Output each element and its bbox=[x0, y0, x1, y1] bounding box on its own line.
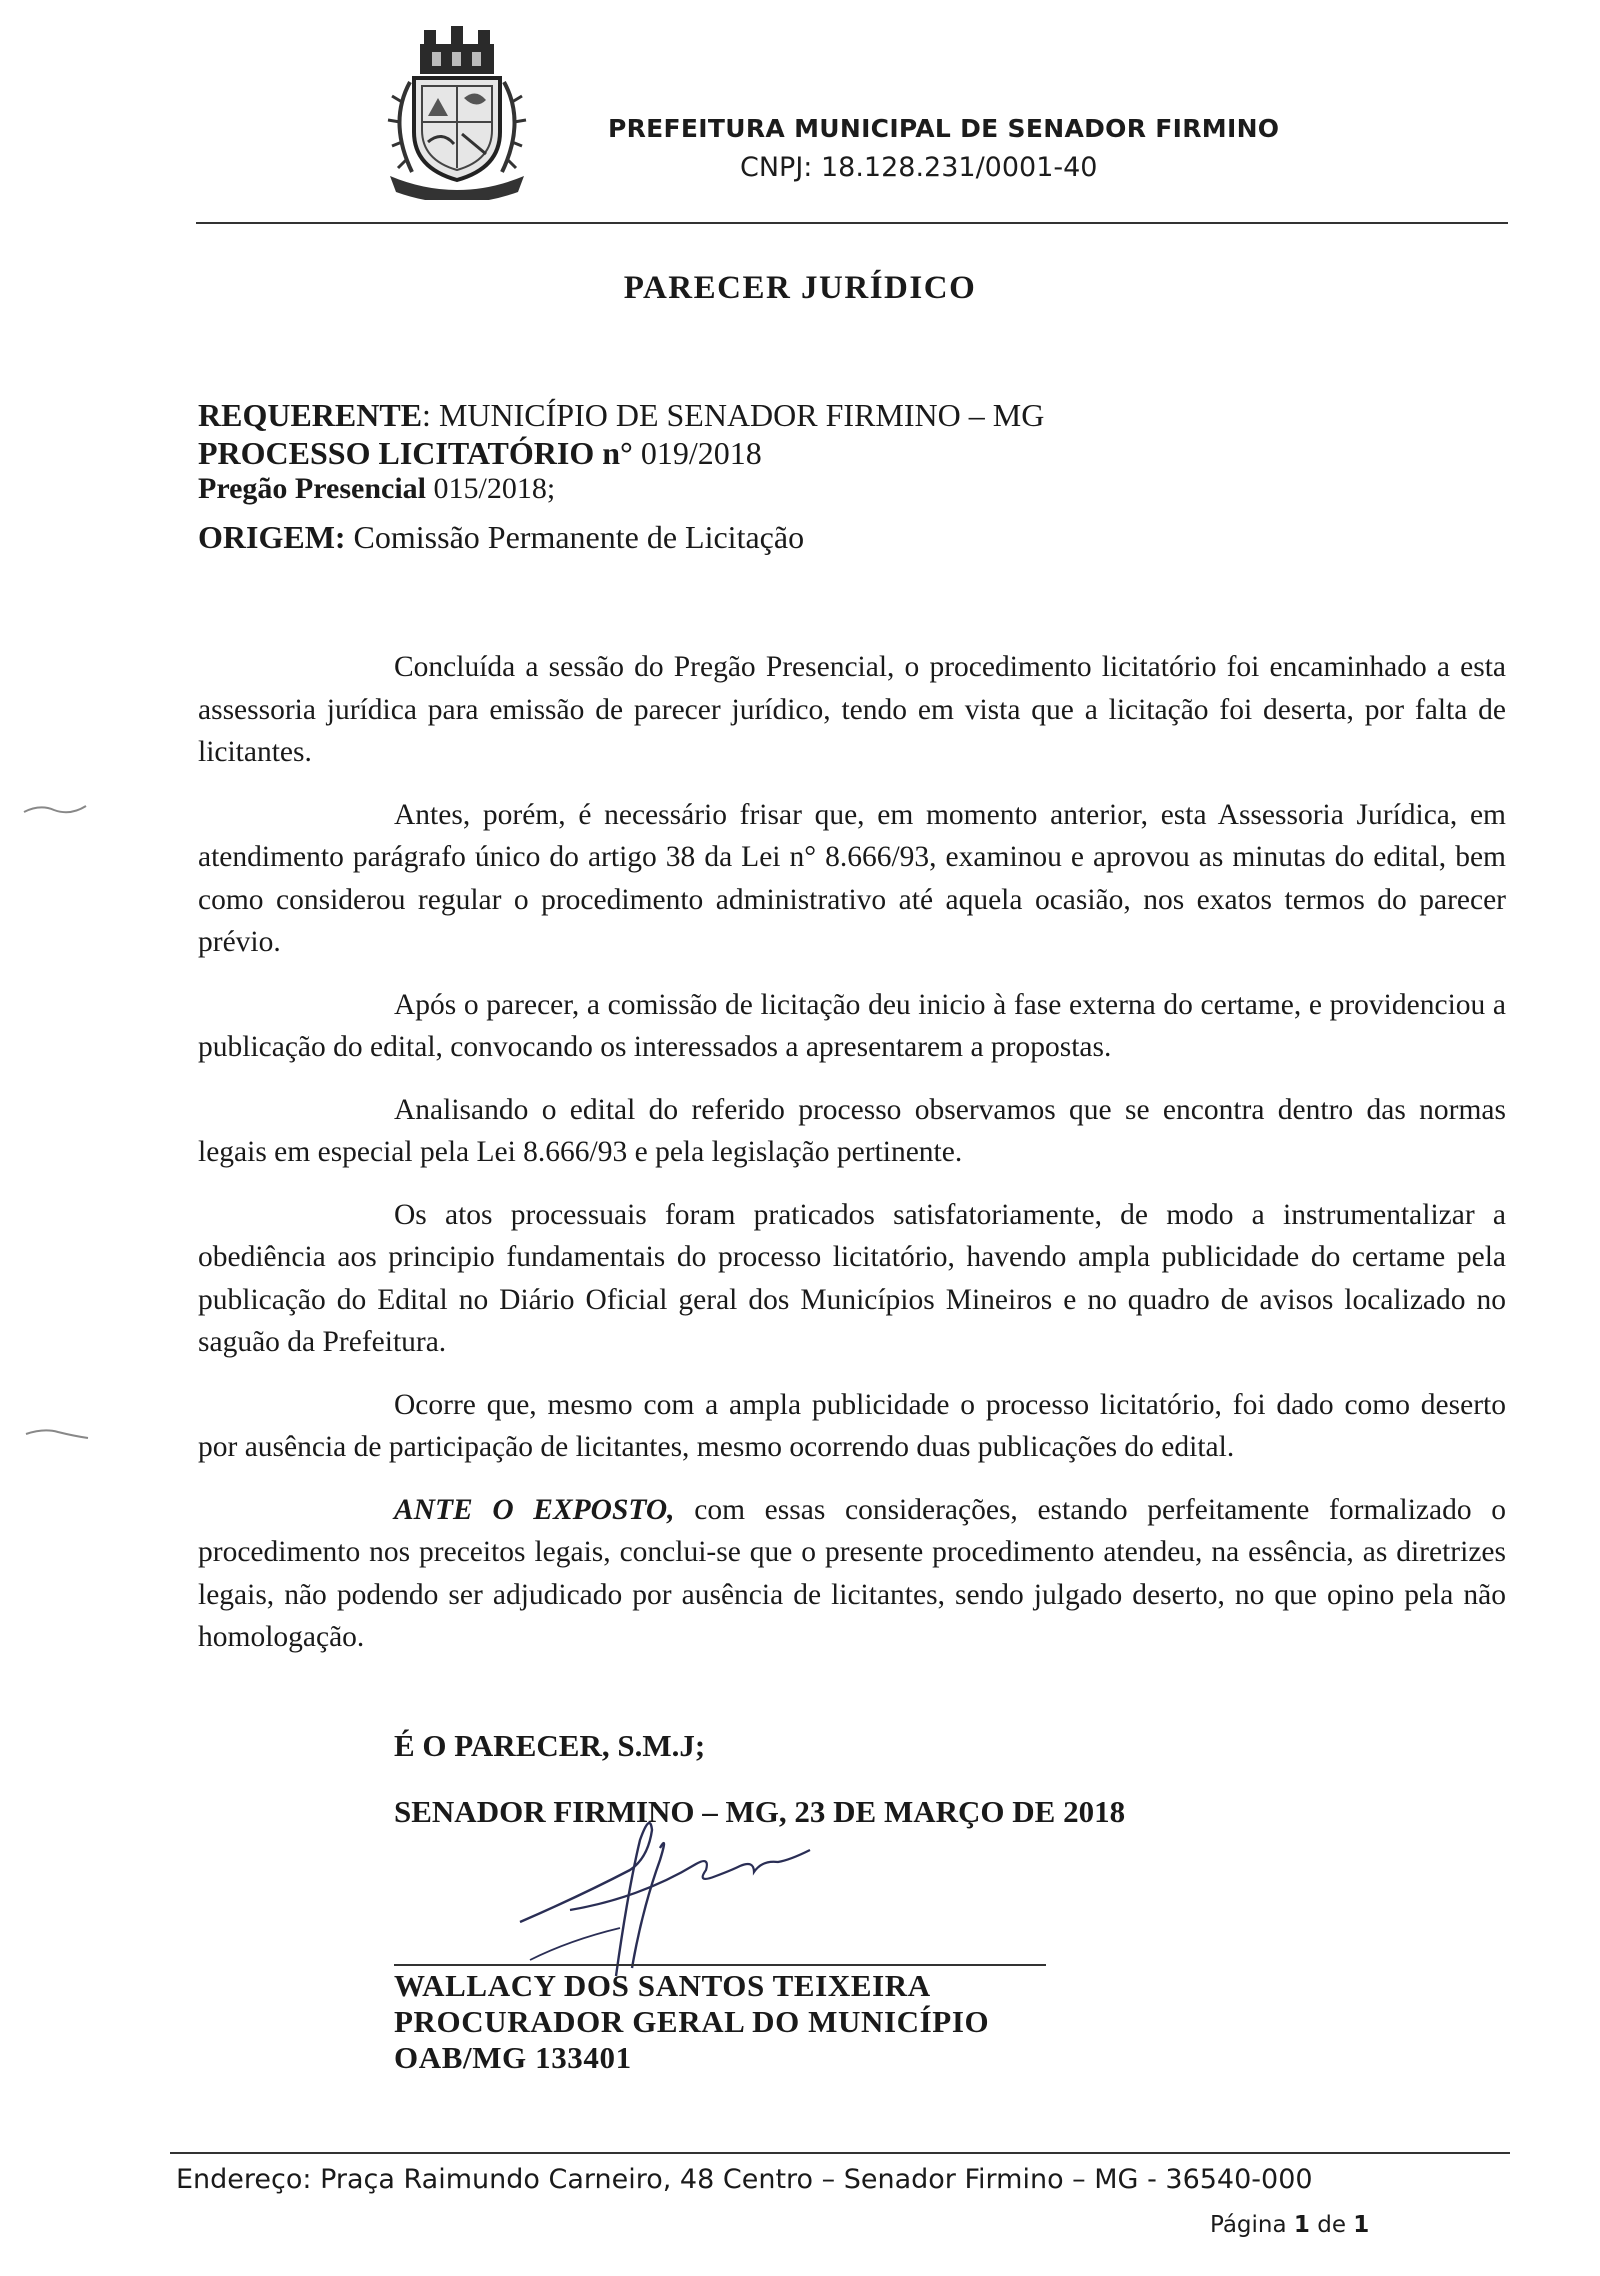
signer-name: WALLACY DOS SANTOS TEIXEIRA bbox=[394, 1968, 931, 2003]
meta-requerente bbox=[198, 396, 1044, 434]
footer-address: Endereço: Praça Raimundo Carneiro, 48 Centro – Senador Firmino – MG - 36540-000 bbox=[176, 2164, 1313, 2195]
paragraph-5: Os atos processuais foram praticados satisfatoriamente, de modo a instrumentalizar a obediência aos principio fundamentais do processo licitatório, havendo ampla publicidade do certame pela publicação do Edital no Diário Oficial geral dos Municípios Mineiros e no quadro de avisos localizado no saguão da Prefeitura. bbox=[198, 1198, 1506, 1358]
page-total: 1 bbox=[1353, 2212, 1370, 2238]
municipal-coat-of-arms-icon bbox=[372, 22, 542, 200]
closing-parecer: É O PARECER, S.M.J; bbox=[394, 1728, 706, 1763]
document-title: PARECER JURÍDICO bbox=[623, 270, 977, 306]
ante-o-exposto: ANTE O EXPOSTO, bbox=[394, 1493, 675, 1526]
margin-punch-mark-icon bbox=[20, 800, 90, 820]
meta-origem bbox=[198, 518, 804, 556]
processo-label: PROCESSO LICITATÓRIO n° bbox=[198, 435, 633, 471]
document-body bbox=[198, 646, 1506, 1679]
paragraph-1: Concluída a sessão do Pregão Presencial, o procedimento licitatório foi encaminhado a esta assessoria jurídica para emissão de parecer jurídico, tendo em vista que a licitação foi deserta, por falta de licitantes. bbox=[198, 651, 1506, 768]
page-number bbox=[1210, 2212, 1510, 2238]
signature-line bbox=[394, 1964, 1046, 1966]
processo-value: 019/2018 bbox=[632, 435, 762, 471]
page-label: Página bbox=[1210, 2212, 1294, 2238]
pregao-label: Pregão Presencial bbox=[198, 472, 426, 505]
origem-value: Comissão Permanente de Licitação bbox=[345, 519, 805, 555]
footer-divider bbox=[170, 2152, 1510, 2154]
paragraph-2: Antes, porém, é necessário frisar que, em momento anterior, esta Assessoria Jurídica, em atendimento parágrafo único do artigo 38 da Lei n° 8.666/93, examinou e aprovou as minutas do edital, bem como considerou regular o procedimento administrativo até aquela ocasião, nos exatos termos do parecer prévio. bbox=[198, 798, 1506, 958]
paragraph-7 bbox=[198, 1489, 1506, 1659]
paragraph-6: Ocorre que, mesmo com a ampla publicidade o processo licitatório, foi dado como deserto por ausência de participação de licitantes, mesmo ocorrendo duas publicações do edital. bbox=[198, 1388, 1506, 1463]
paragraph-4: Analisando o edital do referido processo observamos que se encontra dentro das normas legais em especial pela Lei 8.666/93 e pela legislação pertinente. bbox=[198, 1093, 1506, 1168]
page-sep: de bbox=[1309, 2212, 1354, 2238]
signer-role: PROCURADOR GERAL DO MUNICÍPIO bbox=[394, 2004, 990, 2039]
paragraph-3: Após o parecer, a comissão de licitação deu inicio à fase externa do certame, e providenciou a publicação do edital, convocando os interessados a apresentarem a propostas. bbox=[198, 988, 1506, 1063]
origem-label: ORIGEM: bbox=[198, 519, 346, 555]
closing-place-date: SENADOR FIRMINO – MG, 23 DE MARÇO DE 2018 bbox=[394, 1794, 1126, 1829]
org-cnpj: CNPJ: 18.128.231/0001-40 bbox=[740, 152, 1098, 183]
header-divider bbox=[196, 222, 1508, 224]
meta-pregao bbox=[198, 470, 555, 508]
handwritten-signature-icon bbox=[510, 1800, 830, 1980]
org-name: PREFEITURA MUNICIPAL DE SENADOR FIRMINO bbox=[608, 114, 1280, 143]
paragraph-7-rest: com essas considerações, estando perfeitamente formalizado o procedimento nos preceitos legais, conclui-se que o presente procedimento atendeu, na essência, as diretrizes legais, não podendo ser adjudicado por ausência de licitantes, sendo julgado deserto, no que opino pela não homologação. bbox=[198, 1493, 1506, 1653]
requerente-value: : MUNICÍPIO DE SENADOR FIRMINO – MG bbox=[422, 397, 1045, 433]
signer-oab: OAB/MG 133401 bbox=[394, 2040, 632, 2075]
page-current: 1 bbox=[1293, 2212, 1310, 2238]
meta-processo bbox=[198, 434, 762, 472]
pregao-value: 015/2018; bbox=[426, 472, 556, 505]
requerente-label: REQUERENTE bbox=[198, 397, 423, 433]
margin-punch-mark-icon bbox=[22, 1424, 92, 1444]
